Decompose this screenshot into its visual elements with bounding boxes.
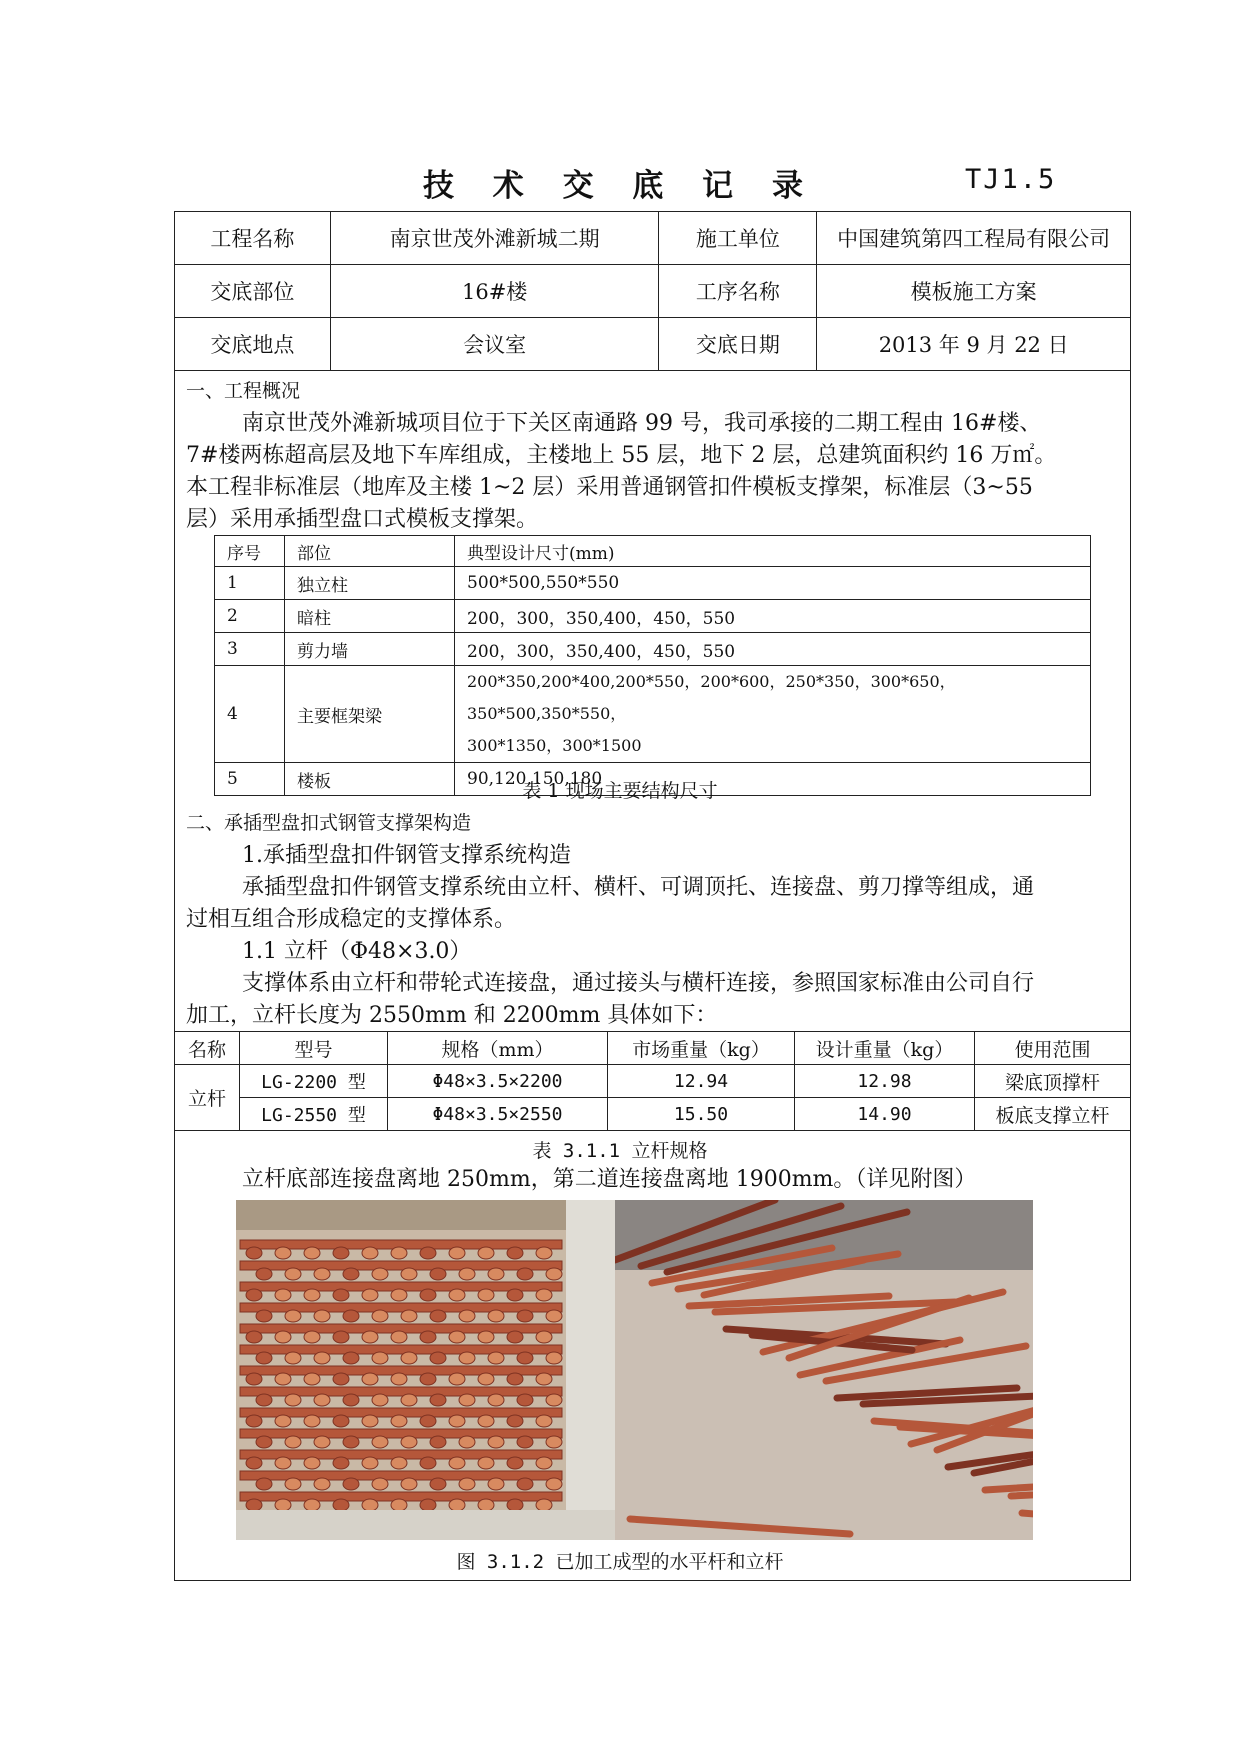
cell-size: 90,120,150,180 <box>455 763 1091 796</box>
table-row <box>175 1065 1131 1098</box>
col-header-market-weight: 市场重量（kg） <box>608 1032 795 1065</box>
section2-para2-line1: 支撑体系由立杆和带轮式连接盘，通过接头与横杆连接，参照国家标准由公司自行 <box>242 971 1035 996</box>
contractor-value: 中国建筑第四工程局有限公司 <box>817 212 1131 265</box>
table-header-row <box>215 536 1091 567</box>
stacked-poles-photo <box>236 1200 615 1540</box>
section2-sub1: 1.承插型盘扣件钢管支撑系统构造 <box>242 843 571 868</box>
col-header-part: 部位 <box>285 536 455 567</box>
cell-no: 4 <box>215 666 285 763</box>
info-table <box>174 211 1131 371</box>
cell-market-weight: 12.94 <box>608 1065 795 1098</box>
cell-size <box>455 666 1091 763</box>
figure-caption: 图 3.1.2 已加工成型的水平杆和立杆 <box>456 1551 784 1573</box>
col-header-usage: 使用范围 <box>975 1032 1131 1065</box>
place-label: 交底地点 <box>175 318 331 371</box>
location-label: 交底部位 <box>175 265 331 318</box>
table-row <box>215 600 1091 633</box>
section1-line1: 南京世茂外滩新城项目位于下关区南通路 99 号，我司承接的二期工程由 16#楼、 <box>242 411 1042 436</box>
cell-size-line1: 200*350,200*400,200*550，200*600，250*350，300*650，350*500,350*550， <box>467 672 956 723</box>
section2-heading: 二、承插型盘扣式钢管支撑架构造 <box>186 812 472 834</box>
structure-size-table <box>214 535 1091 796</box>
table-row <box>215 666 1091 763</box>
table2-caption: 表 3.1.1 立杆规格 <box>532 1140 708 1162</box>
cell-no: 2 <box>215 600 285 633</box>
section1-line2: 7#楼两栋超高层及地下车库组成，主楼地上 55 层，地下 2 层，总建筑面积约 16 万㎡。 <box>186 443 1057 468</box>
cell-model: LG-2200 型 <box>240 1065 388 1098</box>
table-row <box>175 1098 1131 1131</box>
section2-para2-line2: 加工，立杆长度为 2550mm 和 2200mm 具体如下： <box>186 1003 718 1028</box>
cell-spec: Φ48×3.5×2200 <box>388 1065 608 1098</box>
cell-design-weight: 12.98 <box>795 1065 975 1098</box>
section1-heading: 一、工程概况 <box>186 380 301 402</box>
col-header-no: 序号 <box>215 536 285 567</box>
col-header-name: 名称 <box>175 1032 240 1065</box>
project-name-label: 工程名称 <box>175 212 331 265</box>
contractor-label: 施工单位 <box>659 212 817 265</box>
col-header-spec: 规格（mm） <box>388 1032 608 1065</box>
cell-no: 1 <box>215 567 285 600</box>
cell-part: 主要框架梁 <box>285 666 455 763</box>
cell-size: 200，300，350,400，450，550 <box>455 633 1091 666</box>
cell-market-weight: 15.50 <box>608 1098 795 1131</box>
document-code: TJ1.5 <box>965 164 1057 195</box>
cell-no: 3 <box>215 633 285 666</box>
cell-name: 立杆 <box>175 1065 240 1131</box>
process-value: 模板施工方案 <box>817 265 1131 318</box>
pole-spec-table <box>174 1031 1131 1131</box>
section2-para1-line2: 过相互组合形成稳定的支撑体系。 <box>186 907 517 932</box>
cell-model: LG-2550 型 <box>240 1098 388 1131</box>
cell-design-weight: 14.90 <box>795 1098 975 1131</box>
cell-size: 500*500,550*550 <box>455 567 1091 600</box>
cell-usage: 梁底顶撑杆 <box>975 1065 1131 1098</box>
project-name-value: 南京世茂外滩新城二期 <box>330 212 659 265</box>
section2-para1-line1: 承插型盘扣件钢管支撑系统由立杆、横杆、可调顶托、连接盘、剪刀撑等组成，通 <box>242 875 1035 900</box>
col-header-design-weight: 设计重量（kg） <box>795 1032 975 1065</box>
cell-no: 5 <box>215 763 285 796</box>
table-row <box>215 567 1091 600</box>
scattered-poles-photo <box>615 1200 1033 1540</box>
section2-sub11: 1.1 立杆（Φ48×3.0） <box>242 939 472 964</box>
pole-note: 立杆底部连接盘离地 250mm，第二道连接盘离地 1900mm。（详见附图） <box>242 1167 977 1192</box>
col-header-size: 典型设计尺寸(mm) <box>455 536 1091 567</box>
document-title: 技 术 交 底 记 录 <box>423 168 817 204</box>
section1-line4: 层）采用承插型盘口式模板支撑架。 <box>186 507 539 532</box>
process-label: 工序名称 <box>659 265 817 318</box>
date-label: 交底日期 <box>659 318 817 371</box>
cell-part: 暗柱 <box>285 600 455 633</box>
place-value: 会议室 <box>330 318 659 371</box>
col-header-model: 型号 <box>240 1032 388 1065</box>
section1-line3: 本工程非标准层（地库及主楼 1~2 层）采用普通钢管扣件模板支撑架，标准层（3~55 <box>186 475 1033 500</box>
table1-caption: 表 1 现场主要结构尺寸 <box>522 780 718 802</box>
cell-size-line2: 300*1350，300*1500 <box>467 736 642 755</box>
cell-size: 200，300，350,400，450，550 <box>455 600 1091 633</box>
date-value: 2013 年 9 月 22 日 <box>817 318 1131 371</box>
cell-usage: 板底支撑立杆 <box>975 1098 1131 1131</box>
cell-part: 剪力墙 <box>285 633 455 666</box>
cell-part: 楼板 <box>285 763 455 796</box>
cell-part: 独立柱 <box>285 567 455 600</box>
cell-spec: Φ48×3.5×2550 <box>388 1098 608 1131</box>
table-header-row <box>175 1032 1131 1065</box>
location-value: 16#楼 <box>330 265 659 318</box>
table-row <box>215 633 1091 666</box>
